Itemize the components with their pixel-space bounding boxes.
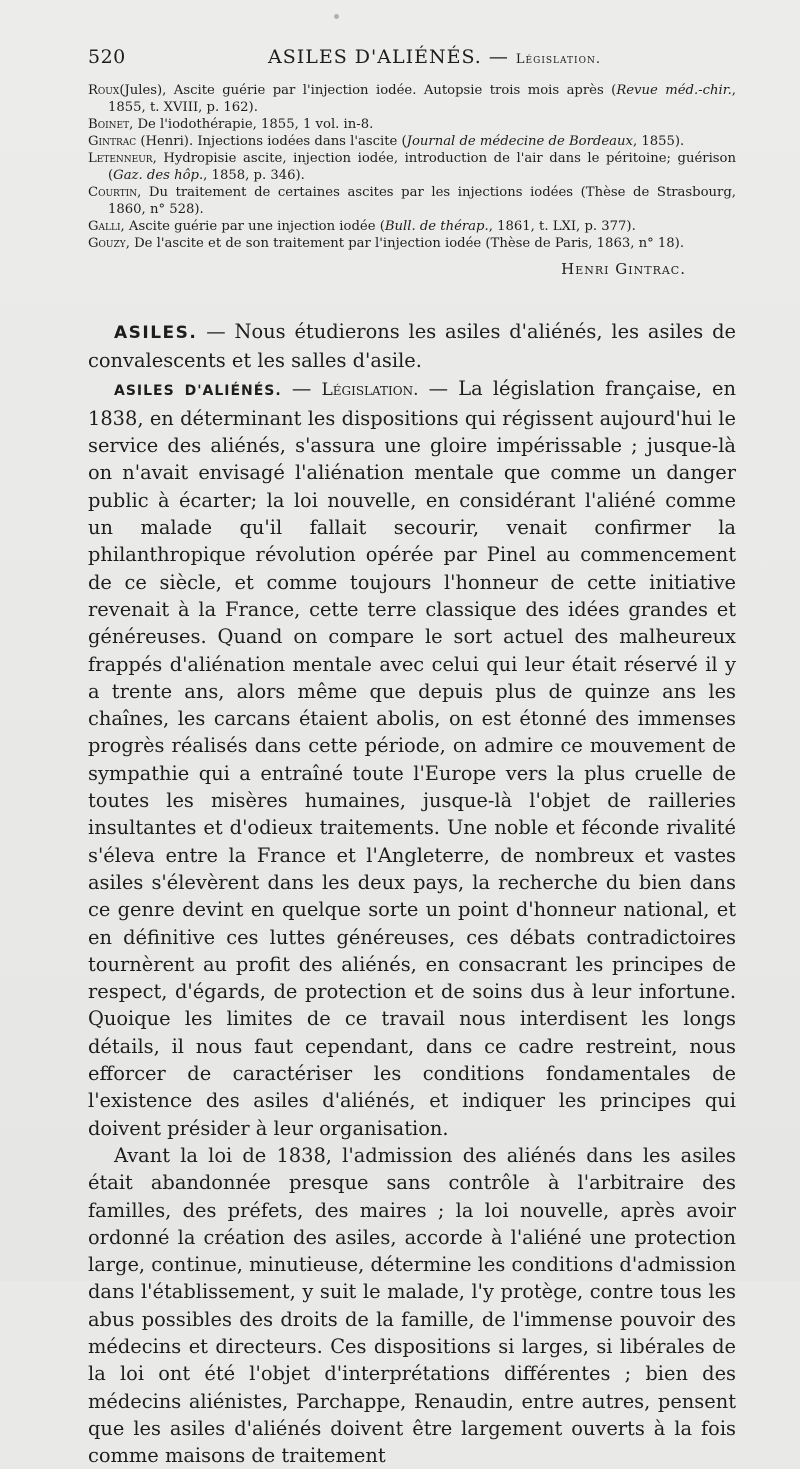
reference-author: Galli — [88, 219, 121, 234]
running-title-main: ASILES D'ALIÉNÉS. — [268, 46, 482, 68]
running-title — [268, 46, 601, 68]
reference-author: Gouzy — [88, 236, 126, 251]
body-paragraph: Avant la loi de 1838, l'admission des aliénés dans les asiles était abandonnée presque sans contrôle à l'arbitraire des familles, des préfets, des maires ; la loi nouvelle, après avoir ordonné la création des asiles, accorde à l'aliéné une protection large, continue, minutieuse, détermine les conditions d'admission dans l'établissement, y suit le malade, l'y protège, contre tous les abus possibles des droits de la famille, de l'immense pouvoir des médecins et directeurs. Ces dispositions si larges, si libérales de la loi ont été l'objet d'interprétations différentes ; bien des médecins aliénistes, Parchappe, Renaudin, entre autres, pensent que les asiles d'aliénés doivent être largement ouverts à la fois comme maisons de traitement — [88, 1143, 736, 1468]
section-subheading: Législation. — [321, 379, 419, 400]
reference-item: Letenneur, Hydropisie ascite, injection iodée, introduction de l'air dans le péritoine; guérison (Gaz. des hôp., 1858, p. 346). — [88, 151, 736, 183]
reference-author: Boinet — [88, 117, 130, 132]
intro-text: — Nous étudierons les asiles d'aliénés, les asiles de convalescents et les salles d'asile. — [88, 320, 736, 373]
reference-item: Courtin, Du traitement de certaines ascites par les injections iodées (Thèse de Strasbourg, 1860, n° 528). — [88, 185, 736, 217]
reference-item: Boinet, De l'iodothérapie, 1855, 1 vol. in-8. — [88, 117, 374, 132]
running-title-section: Législation. — [515, 52, 601, 67]
section-heading: ASILES D'ALIÉNÉS. — [114, 382, 282, 399]
section-paragraph: ASILES D'ALIÉNÉS. — Législation. — La législation française, en 1838, en déterminant les dispositions qui régissent aujourd'hui le service des aliénés, s'assura une gloire impérissable ; jusque-là on n'avait envisagé l'aliénation mentale que comme un danger public à écarter; la loi nouvelle, en considérant l'aliéné comme un malade qu'il fallait secourir, venait confirmer la philanthropique révolution opérée par Pinel au commencement de ce siècle, et comme toujours l'honneur de cette initiative revenait à la France, cette terre classique des idées grandes et généreuses. Quand on compare le sort actuel des malheureux frappés d'aliénation mentale avec celui qui leur était réservé il y a trente ans, alors même que depuis plus de quinze ans les chaînes, les carcans étaient abolis, on est étonné des immenses progrès réalisés dans cette période, on admire ce mouvement de sympathie qui a entraîné toute l'Europe vers la plus cruelle de toutes les misères humaines, jusque-là l'objet de railleries insultantes et d'odieux traitements. Une noble et féconde rivalité s'éleva entre la France et l'Angleterre, de nombreux et vastes asiles s'élevèrent dans les deux pays, la recherche du bien dans ce genre devint en quelque sorte un point d'honneur national, et en définitive ces luttes généreuses, ces débats contradictoires tournèrent au profit des aliénés, en consacrant les principes de respect, d'égards, de protection et de soins dus à leur infortune. Quoique les limites de ce travail nous interdisent les longs détails, il nous faut cependant, dans ce cadre restreint, nous efforcer de caractériser les conditions fondamentales de l'existence des asiles d'aliénés, et indiquer les principes qui doivent présider à leur organisation. — [88, 376, 737, 1140]
reference-item: Gouzy, De l'ascite et de son traitement par l'injection iodée (Thèse de Paris, 1863, n° 18). — [88, 236, 685, 251]
entry-heading: ASILES. — [114, 323, 198, 343]
running-title-dash: — — [488, 46, 509, 68]
reference-author: Letenneur — [88, 151, 153, 166]
reference-item: Roux(Jules), Ascite guérie par l'injection iodée. Autopsie trois mois après (Revue méd.-chir., 1855, t. XVIII, p. 162). — [88, 83, 736, 115]
bibliography — [88, 82, 736, 278]
reference-author: Roux — [88, 83, 120, 98]
author-signature: Henri Gintrac. — [561, 260, 686, 278]
page-number: 520 — [88, 46, 126, 68]
reference-item: Gintrac (Henri). Injections iodées dans l'ascite (Journal de médecine de Bordeaux, 1855). — [88, 134, 685, 149]
reference-author: Courtin — [88, 185, 138, 200]
main-text — [88, 318, 736, 1469]
intro-paragraph — [88, 318, 736, 375]
reference-author: Gintrac — [88, 134, 137, 149]
running-head — [88, 46, 730, 76]
ink-speck — [334, 14, 339, 19]
section-text: La législation française, en 1838, en déterminant les dispositions qui régissent aujourd'hui le service des aliénés, s'assura une gloire impérissable ; jusque-là on n'avait envisagé l'aliénation mentale que comme un danger public à écarter; la loi nouvelle, en considérant l'aliéné comme un malade qu'il fallait secourir, venait confirmer la philanthropique révolution opérée par Pinel au commencement de ce siècle, et comme toujours l'honneur de cette initiative revenait à la France, cette terre classique des idées grandes et généreuses. Quand on compare le sort actuel des malheureux frappés d'aliénation mentale avec celui qui leur était réservé il y a trente ans, alors même que depuis plus de quinze ans les chaînes, les carcans étaient abolis, on est étonné des immenses progrès réalisés dans cette période, on admire ce mouvement de sympathie qui a entraîné toute l'Europe vers la plus cruelle de toutes les misères humaines, jusque-là l'objet de railleries insultantes et d'odieux traitements. Une noble et féconde rivalité s'éleva entre la France et l'Angleterre, de nombreux et vastes asiles s'élevèrent dans les deux pays, la recherche du bien dans ce genre devint en quelque sorte un point d'honneur national, et en définitive ces luttes généreuses, ces débats contradictoires tournèrent au profit des aliénés, en consacrant les principes de respect, d'égards, de protection et de soins dus à leur infortune. Quoique les limites de ce travail nous interdisent les longs détails, il nous faut cependant, dans ce cadre restreint, nous efforcer de caractériser les conditions fondamentales de l'existence des asiles d'aliénés, et indiquer les principes qui doivent présider à leur organisation. — [88, 376, 737, 1140]
reference-item: Galli, Ascite guérie par une injection iodée (Bull. de thérap., 1861, t. LXI, p. 377). — [88, 219, 636, 234]
